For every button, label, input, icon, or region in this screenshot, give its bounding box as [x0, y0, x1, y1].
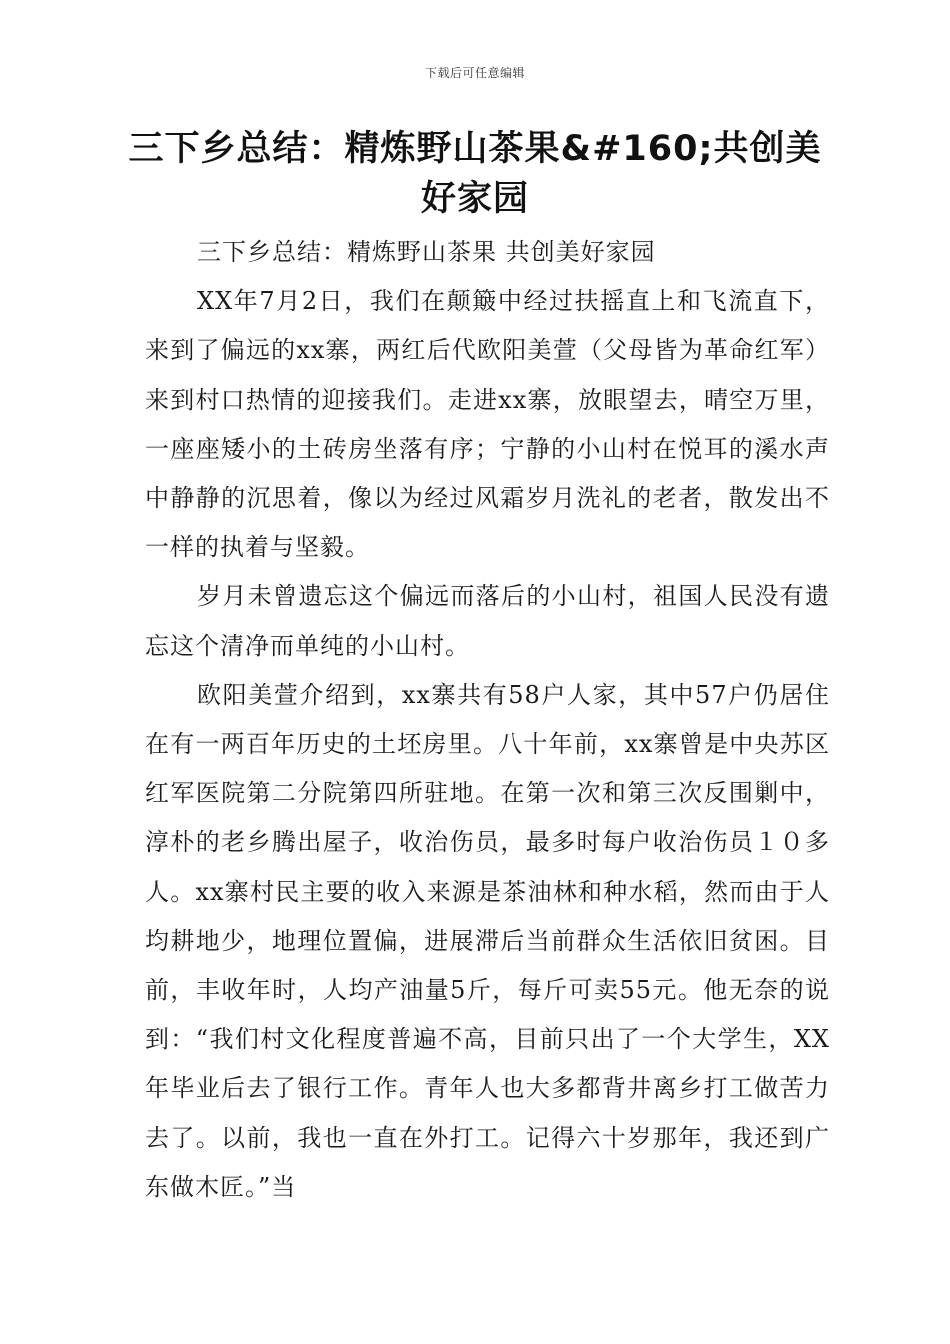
subtitle-paragraph: 三下乡总结：精炼野山茶果 共创美好家园 — [197, 238, 656, 266]
document-body — [145, 228, 830, 1212]
paragraph-2: 岁月未曾遗忘这个偏远而落后的小山村，祖国人民没有遗忘这个清净而单纯的小山村。 — [145, 582, 830, 660]
paragraph-3: 欧阳美萱介绍到，xx寨共有58户人家，其中57户仍居住在有一两百年历史的土坯房里。八十年前，xx寨曾是中央苏区红军医院第二分院第四所驻地。在第一次和第三次反围剿中，淳朴的老乡腾出屋子，收治伤员，最多时每户收治伤员１０多人。xx寨村民主要的收入来源是茶油林和种水稻，然而由于人均耕地少，地理位置偏，进展滞后当前群众生活依旧贫困。目前，丰收年时，人均产油量5斤，每斤可卖55元。他无奈的说到：“我们村文化程度普遍不高，目前只出了一个大学生，XX年毕业后去了银行工作。青年人也大多都背井离乡打工做苦力去了。以前，我也一直在外打工。记得六十岁那年，我还到广东做木匠。”当 — [145, 680, 830, 1201]
document-title: 三下乡总结：精炼野山茶果&#160;共创美好家园 — [128, 129, 822, 219]
paragraph-1: XX年7月2日，我们在颠簸中经过扶摇直上和飞流直下，来到了偏远的xx寨，两红后代欧阳美萱（父母皆为革命红军）来到村口热情的迎接我们。走进xx寨，放眼望去，晴空万里，一座座矮小的土砖房坐落有序；宁静的小山村在悦耳的溪水声中静静的沉思着，像以为经过风霜岁月洗礼的老者，散发出不一样的执着与坚毅。 — [145, 287, 830, 562]
header-note: 下载后可任意编辑 — [424, 66, 525, 80]
